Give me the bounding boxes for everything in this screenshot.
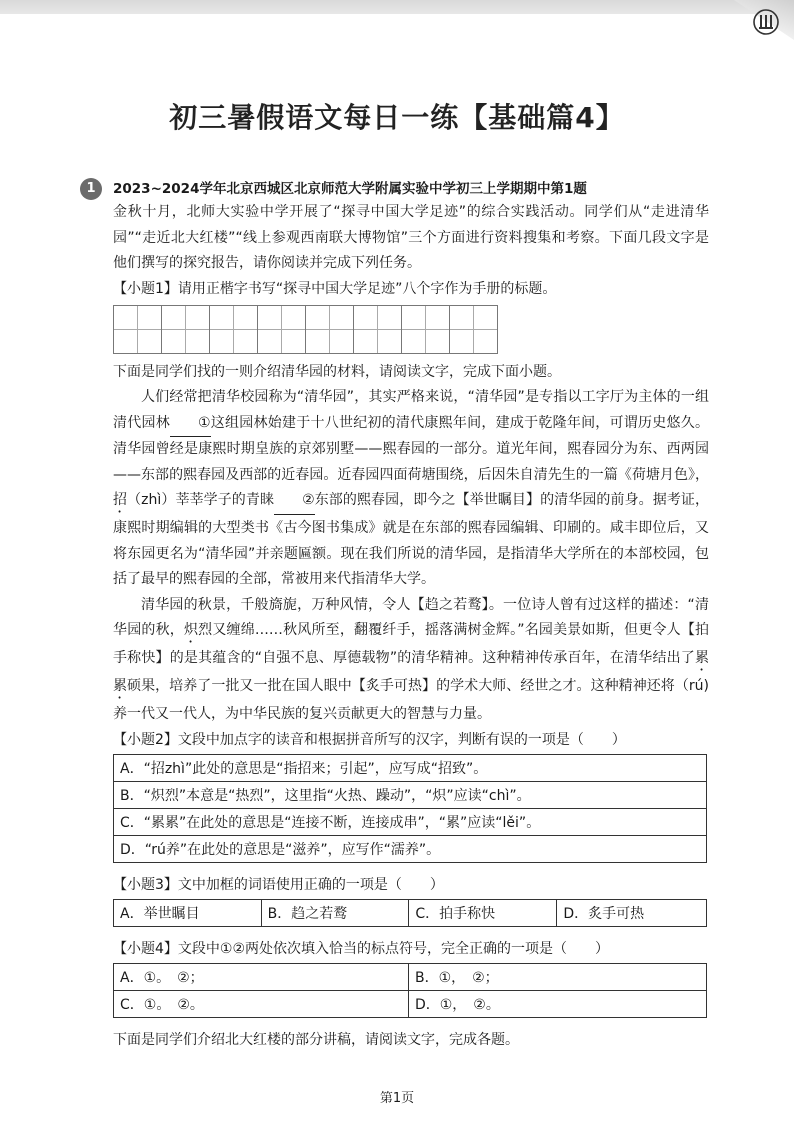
subquestion-4: 【小题4】文段中①②两处依次填入恰当的标点符号，完全正确的一项是（ ）: [113, 940, 610, 957]
q4-option-b[interactable]: B．①， ②；: [408, 963, 706, 990]
question-source: 2023~2024学年北京西城区北京师范大学附属实验中学初三上学期期中第1题: [113, 181, 587, 197]
grid-cell[interactable]: [113, 305, 162, 354]
subquestion-3: 【小题3】文中加框的词语使用正确的一项是（ ）: [113, 876, 444, 893]
q2-option-b[interactable]: B．“炽烈”本意是“热烈”，这里指“火热、躁动”，“炽”应读“chì”。: [114, 781, 707, 808]
q4-option-d[interactable]: D．①， ②。: [408, 990, 706, 1017]
q3-option-d[interactable]: D．炙手可热: [557, 899, 707, 926]
q3-option-b[interactable]: B．趋之若鹜: [261, 899, 409, 926]
intro-paragraph: 金秋十月，北师大实验中学开展了“探寻中国大学足迹”的综合实践活动。同学们从“走进清华园”“走近北大红楼”“线上参观西南联大博物馆”三个方面进行资料搜集和考察。下面几段文字是他们撰写的探究报告，请你阅读并完成下列任务。: [113, 204, 709, 271]
lead-text-qinghua: 下面是同学们找的一则介绍清华园的材料，请阅读文字，完成下面小题。: [113, 363, 561, 380]
subquestion-1: 【小题1】请用正楷字书写“探寻中国大学足迹”八个字作为手册的标题。: [113, 280, 557, 297]
paragraph-qinghua-history: 人们经常把清华校园称为“清华园”，其实严格来说，“清华园”是专指以工字厅为主体的一组清代园林 ①这组园林始建于十八世纪初的清代康熙年间，建成于乾隆年间，可谓历史悠久。清华园曾经是康熙时期皇族的京郊别墅——熙春园的一部分。道光年间，熙春园分为东、西两园——东部的熙春园及西部的近春园。近春园四面荷塘围绕，后因朱自清先生的一篇《荷塘月色》，招（zhì）莘莘学子的青睐 ②东部的熙春园，即今之【举世瞩目】的清华园的前身。据考证，康熙时期编辑的大型类书《古今图书集成》就是在东部的熙春园编辑、印刷的。咸丰即位后，又将东园更名为“清华园”并亲题匾额。现在我们所说的清华园，是指清华大学所在的本部校园，包括了最早的熙春园的全部，常被用来代指清华大学。: [113, 389, 710, 587]
q2-option-c[interactable]: C．“累累”在此处的意思是“连接不断，连接成串”，“累”应读“lěi”。: [114, 808, 707, 835]
grid-cell[interactable]: [401, 305, 450, 354]
q3-options-table: [113, 899, 707, 927]
q2-options-table: [113, 754, 707, 863]
grid-cell[interactable]: [353, 305, 402, 354]
dotted-char-zhao: 招: [113, 492, 128, 508]
page-title: 初三暑假语文每日一练【基础篇4】: [169, 101, 625, 134]
school-logo-icon: [752, 8, 780, 36]
lead-text-beida: 下面是同学们介绍北大红楼的部分讲稿，请阅读文字，完成各题。: [113, 1031, 519, 1048]
grid-cell[interactable]: [449, 305, 498, 354]
grid-cell[interactable]: [257, 305, 306, 354]
grid-cell[interactable]: [209, 305, 258, 354]
q2-option-d[interactable]: D．“rú养”在此处的意思是“滋养”，应写作“濡养”。: [114, 835, 707, 862]
dotted-char-chi: 炽: [183, 622, 199, 638]
q2-option-a[interactable]: A．“招zhì”此处的意思是“指招来；引起”，应写成“招致”。: [114, 754, 707, 781]
grid-cell[interactable]: [305, 305, 354, 354]
q4-option-c[interactable]: C．①。 ②。: [114, 990, 409, 1017]
writing-grid[interactable]: [113, 305, 709, 354]
blank-1: ①: [170, 411, 211, 438]
paragraph-qinghua-autumn: 清华园的秋景，千般旖旎，万种风情，令人【趋之若鹜】。一位诗人曾有过这样的描述：“清华园的秋，炽烈又缠绵……秋风所至，翻覆纤手，摇落满树金辉。”名园美景如斯，但更令人【拍手称快】的是其蕴含的“自强不息、厚德载物”的清华精神。这种精神传承百年，在清华结出了累累硕果，培养了一批又一批在国人眼中【炙手可热】的学术大师、经世之才。这种精神还将（rú)养一代又一代人，为中华民族的复兴贡献更大的智慧与力量。: [113, 596, 710, 722]
page-number: 第1页: [379, 1091, 415, 1106]
q4-option-a[interactable]: A．①。 ②；: [114, 963, 409, 990]
dotted-chars-lei: 累累: [113, 650, 709, 694]
subquestion-2: 【小题2】文段中加点字的读音和根据拼音所写的汉字，判断有误的一项是（ ）: [113, 731, 626, 748]
question-content: [113, 178, 709, 1053]
q4-options-table: [113, 963, 707, 1018]
grid-cell[interactable]: [161, 305, 210, 354]
question-number-badge: 1: [80, 178, 102, 200]
page-top-shadow: [0, 0, 794, 40]
q3-option-a[interactable]: A．举世瞩目: [114, 899, 262, 926]
blank-2: ②: [274, 488, 315, 515]
q3-option-c[interactable]: C．拍手称快: [409, 899, 557, 926]
